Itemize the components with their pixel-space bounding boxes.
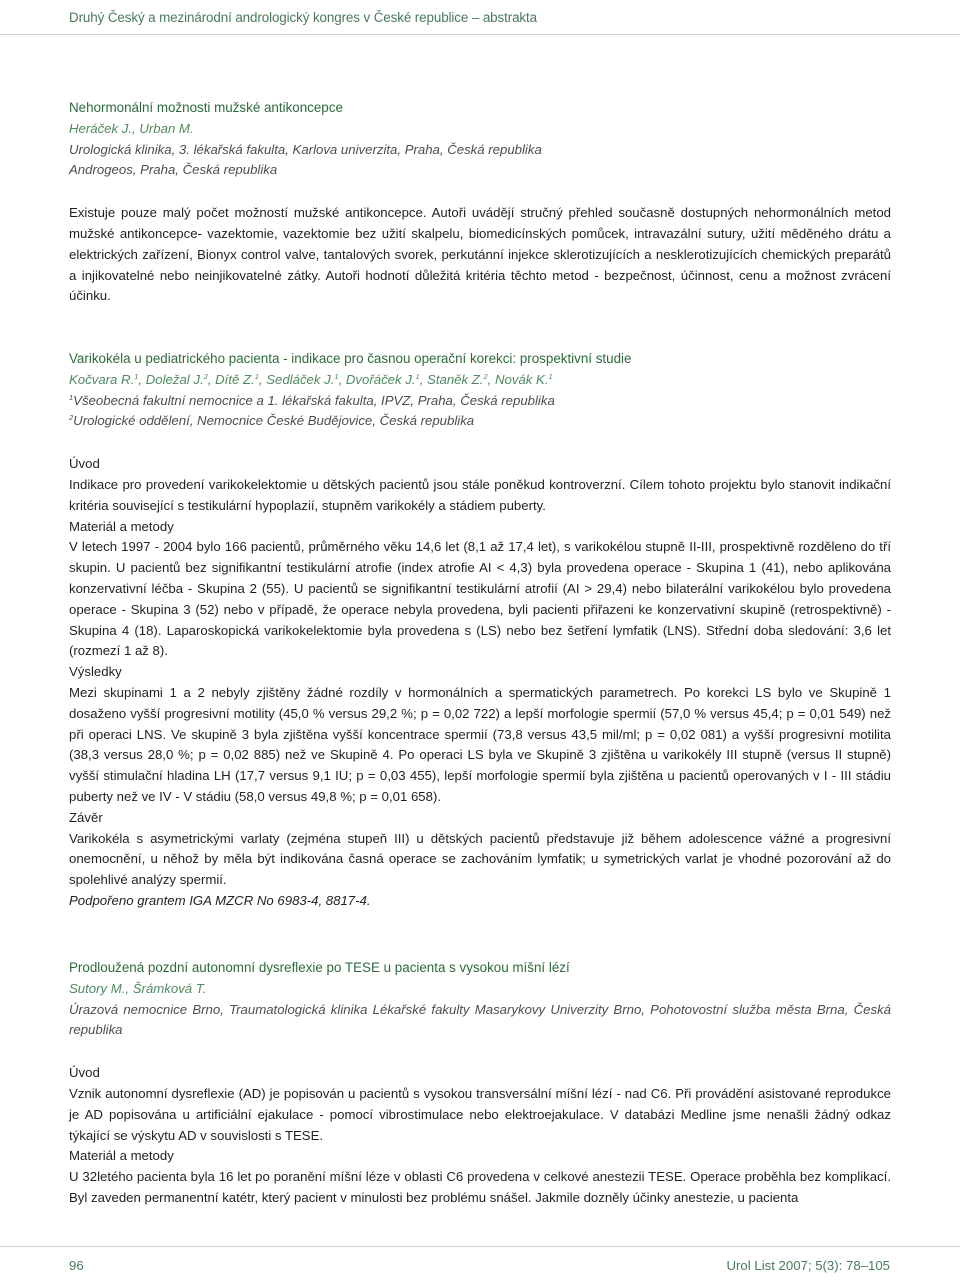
section-body: Varikokéla s asymetrickými varlaty (zejména stupeň III) u dětských pacientů představuje již během adolescence vážné a progresivní onemocnění, u něhož by měla být indikována časná operace se zachováním lymfatik; u symetrických varlat je vhodné pozorování až do spolehlivé analýzy spermií. bbox=[69, 830, 891, 888]
section-body: Vznik autonomní dysreflexie (AD) je popisován u pacientů s vysokou transversální míšní lézí - nad C6. Při provádění asistované reprodukce je AD popisována u artificiální ejakulace - pomocí vibrostimulace nebo elektroejakulace. V databázi Medline jsme nenašli žádný odkaz týkající se výskytu AD v souvislosti s TESE. bbox=[69, 1085, 891, 1143]
footer-divider bbox=[0, 1246, 960, 1247]
section-body: Indikace pro provedení varikokelektomie u dětských pacientů jsou stále poněkud kontroverzní. Cílem tohoto projektu bylo stanovit indikační kritéria související s testikulární hypoplazií, stupněm varikokély a stádiem puberty. bbox=[69, 476, 891, 513]
article-authors: Sutory M., Šrámková T. bbox=[69, 980, 207, 996]
author-sup: 1 bbox=[134, 371, 139, 381]
author: Doležal J. bbox=[145, 371, 204, 387]
article-3 bbox=[69, 958, 891, 1209]
section-body: V letech 1997 - 2004 bylo 166 pacientů, průměrného věku 14,6 let (8,1 až 17,4 let), s varikokélou stupně II-III, prospektivně rozděleno do tří skupin. U pacientů bez signifikantní testikulární atrofie (index atrofie AI < 4,3) byla provedena operace - Skupina 1 (41), nebo aplikována konzervativní léčba - Skupina 2 (55). U pacientů se signifikantní testikulární atrofií (AI > 29,4) nebo bilaterální varikokélou bylo provedena operace - Skupina 3 (52) nebo v případě, že operace nebyla provedena, byli pacienti přiřazeni ke konzervativní skupině (retrospektivně) - Skupina 4 (18). Laparoskopická varikokelektomie byla provedena s (LS) nebo bez šetření lymfatik (LNS). Střední doba sledování: 3,6 let (rozmezí 1 až 8). bbox=[69, 539, 891, 659]
article-authors: Kočvara R.$^1$, Doležal J.$^2$, Dítě Z.$^1$, Sedláček J.$^1$, Dvořáček J.$^1$, Staněk Z.$^2$, Novák K.$^1$ bbox=[69, 371, 553, 387]
journal-citation: Urol List 2007; 5(3): 78–105 bbox=[726, 1258, 890, 1273]
affiliation-sup: 1 bbox=[69, 392, 74, 402]
page-number: 96 bbox=[69, 1258, 84, 1273]
running-header bbox=[0, 0, 960, 35]
affiliation-sup: 2 bbox=[69, 413, 74, 423]
section-heading: Materiál a metody bbox=[69, 1148, 174, 1164]
author: Sedláček J. bbox=[266, 371, 335, 387]
author-sup: 1 bbox=[415, 371, 420, 381]
author: Kočvara R. bbox=[69, 371, 135, 387]
section-heading: Materiál a metody bbox=[69, 518, 174, 534]
article-title: Varikokéla u pediatrického pacienta - indikace pro časnou operační korekci: prospektivní studie bbox=[69, 351, 632, 366]
author-sup: 2 bbox=[483, 371, 488, 381]
section-heading: Závěr bbox=[69, 809, 103, 825]
article-1 bbox=[69, 98, 891, 307]
running-title: Druhý Český a mezinárodní andrologický kongres v České republice – abstrakta bbox=[69, 10, 537, 25]
section-heading: Úvod bbox=[69, 1065, 100, 1081]
section-heading: Výsledky bbox=[69, 664, 122, 680]
section-heading: Úvod bbox=[69, 456, 100, 472]
section-body: U 32letého pacienta byla 16 let po poranění míšní léze v oblasti C6 provedena v celkové anestezii TESE. Operace proběhla bez komplikací. Byl zaveden permanentní katétr, který pacient v minulosti bez problému snášel. Jakmile dozněly účinky anestezie, u pacienta bbox=[69, 1169, 891, 1205]
author-sup: 2 bbox=[203, 371, 208, 381]
author-sup: 1 bbox=[334, 371, 339, 381]
author-sup: 1 bbox=[548, 371, 553, 381]
article-2 bbox=[69, 349, 891, 912]
affiliation: Urologická klinika, 3. lékařská fakulta, Karlova univerzita, Praha, Česká republika bbox=[69, 141, 542, 157]
affiliation: $^2$Urologické oddělení, Nemocnice České Budějovice, Česká republika bbox=[69, 413, 475, 429]
author: Dvořáček J. bbox=[345, 371, 416, 387]
article-title: Prodloužená pozdní autonomní dysreflexie po TESE u pacienta s vysokou míšní lézí bbox=[69, 960, 570, 975]
affiliation: $^1$Všeobecná fakultní nemocnice a 1. lékařská fakulta, IPVZ, Praha, Česká republika bbox=[69, 392, 555, 408]
grant-note: Podpořeno grantem IGA MZCR No 6983-4, 8817-4. bbox=[69, 892, 371, 908]
affiliation: Úrazová nemocnice Brno, Traumatologická klinika Lékařské fakulty Masarykovy Univerzity Brno, Pohotovostní služba města Brna, Česká republika bbox=[69, 1001, 891, 1038]
author: Dítě Z. bbox=[215, 371, 255, 387]
author: Novák K. bbox=[494, 371, 549, 387]
article-title: Nehormonální možnosti mužské antikoncepce bbox=[69, 100, 343, 115]
abstract-body: Existuje pouze malý počet možností mužské antikoncepce. Autoři uvádějí stručný přehled současně dostupných nehormonálních metod mužské antikoncepce- vazektomie, vazektomie bez užití skalpelu, biomedicínských pomůcek, intravazální sutury, užití měděného drátu a elektrických zařízení, Bionyx control valve, tantalových svorek, perkutánní injekce sklerotizujících a nesklerotizujících chemických preparátů a injikovatelné nebo neinjikovatelné zátky. Autoři hodnotí důležitá kritéria těchto metod - bezpečnost, účinnost, cenu a možnost zvrácení účinku. bbox=[69, 205, 891, 304]
affiliation: Androgeos, Praha, Česká republika bbox=[69, 162, 278, 178]
section-body: Mezi skupinami 1 a 2 nebyly zjištěny žádné rozdíly v hormonálních a spermatických parametrech. Po korekci LS bylo ve Skupině 1 dosaženo vyšší progresivní motility (45,0 % versus 29,2 %; p = 0,02 722) a lepší morfologie spermií (57,0 % versus 45,4; p = 0,01 549) než při operaci LNS. Ve skupině 3 byla zjištěna vyšší koncentrace spermií (73,8 versus 43,5 mil/ml; p = 0,02 081) a vyšší progresivní motilita (38,3 versus 28,0 %; p = 0,02 885) než ve Skupině 4. Po operaci LS byla ve Skupině 3 zjištěna u varikokély III stupně (versus II stupně) vyšší stimulační hladina LH (17,7 versus 9,1 IU; p = 0,03 455), lepší morfologie spermií byla zjištěna u pacientů operovaných v I - III stádiu puberty než ve IV - V stádiu (58,0 versus 49,8 %; p = 0,01 658). bbox=[69, 684, 891, 804]
author: Staněk Z. bbox=[427, 371, 484, 387]
article-authors: Heráček J., Urban M. bbox=[69, 120, 194, 136]
author-sup: 1 bbox=[254, 371, 259, 381]
